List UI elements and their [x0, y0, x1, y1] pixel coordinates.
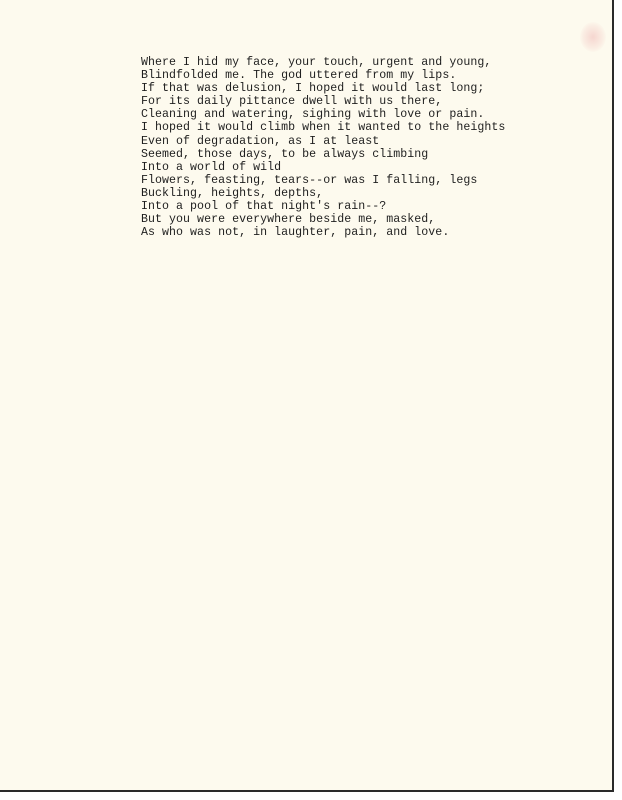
poem-line: But you were everywhere beside me, masked,: [141, 213, 436, 227]
poem-line: For its daily pittance dwell with us there,: [141, 95, 443, 109]
poem-line: As who was not, in laughter, pain, and love.: [141, 226, 450, 240]
poem-line: Buckling, heights, depths,: [141, 186, 324, 200]
poem-line: Into a pool of that night's rain--?: [141, 200, 387, 214]
poem-line: Seemed, those days, to be always climbing: [141, 147, 429, 161]
poem-line: Where I hid my face, your touch, urgent and young,: [141, 56, 492, 69]
poem-line: Even of degradation, as I at least: [141, 134, 380, 148]
poem-text: [141, 56, 505, 239]
poem-line: Cleaning and watering, sighing with love or pain.: [141, 108, 485, 122]
poem-line: I hoped it would climb when it wanted to the heights: [141, 121, 506, 135]
poem-line: If that was delusion, I hoped it would last long;: [141, 82, 485, 96]
poem-line: Blindfolded me. The god uttered from my lips.: [141, 69, 457, 83]
poem-line: Flowers, feasting, tears--or was I falling, legs: [141, 173, 478, 187]
stain-mark: [580, 22, 606, 52]
poem-line: Into a world of wild: [141, 160, 282, 174]
